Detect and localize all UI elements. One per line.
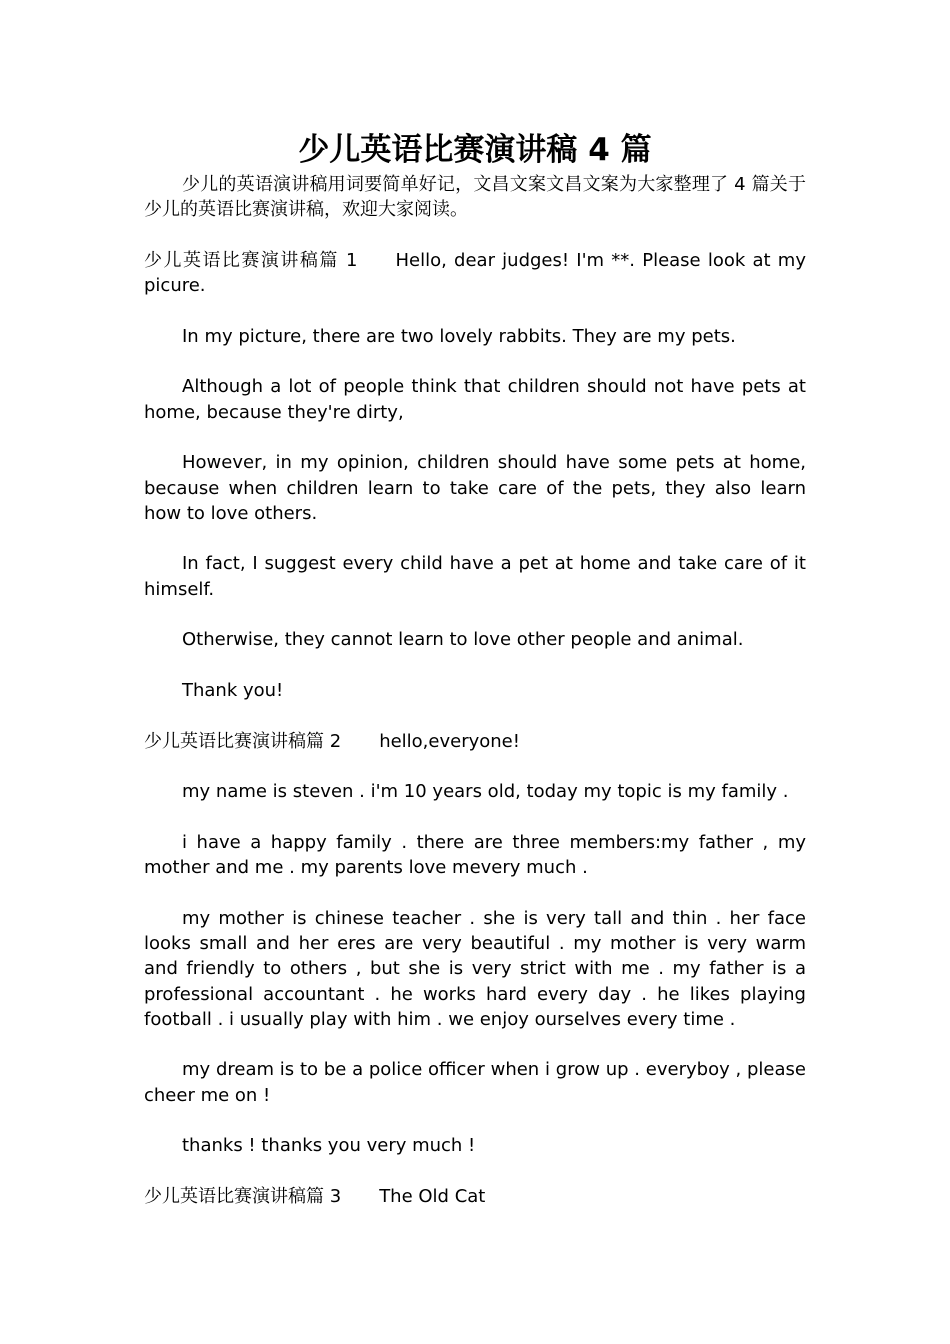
section-3-first-line: The Old Cat xyxy=(379,1185,486,1207)
section-1-label: 少儿英语比赛演讲稿篇 1 xyxy=(144,249,358,271)
section-2-paragraph: i have a happy family . there are three members:my father , my mother and me . my parents love mevery much . xyxy=(144,831,806,879)
section-2-paragraph: my name is steven . i'm 10 years old, today my topic is my family . xyxy=(182,781,789,803)
section-1-paragraph: Otherwise, they cannot learn to love other people and animal. xyxy=(182,629,744,651)
section-2-paragraph: thanks ! thanks you very much ! xyxy=(182,1135,476,1157)
intro-paragraph: 少儿的英语演讲稿用词要简单好记，文昌文案文昌文案为大家整理了 4 篇关于少儿的英语比赛演讲稿，欢迎大家阅读。 xyxy=(144,174,806,221)
section-1-paragraph: However, in my opinion, children should have some pets at home, because when children learn to take care of the pets, they also learn how to love others. xyxy=(144,452,806,524)
section-1-paragraph: In my picture, there are two lovely rabbits. They are my pets. xyxy=(182,325,736,347)
section-2-paragraph: my dream is to be a police officer when i grow up . everyboy , please cheer me on ! xyxy=(144,1059,806,1106)
section-1-heading-line xyxy=(144,248,806,299)
section-2-first-line: hello,everyone! xyxy=(379,730,520,752)
section-2-label: 少儿英语比赛演讲稿篇 2 xyxy=(144,730,342,752)
section-3-heading-line xyxy=(144,1184,806,1209)
document-page xyxy=(144,128,806,1209)
section-3-label: 少儿英语比赛演讲稿篇 3 xyxy=(144,1185,342,1207)
section-1-paragraph: Although a lot of people think that children should not have pets at home, because they're dirty, xyxy=(144,376,806,423)
document-title: 少儿英语比赛演讲稿 4 篇 xyxy=(298,132,652,168)
section-1-paragraph: In fact, I suggest every child have a pet at home and take care of it himself. xyxy=(144,553,806,600)
section-2-paragraph: my mother is chinese teacher . she is very tall and thin . her face looks small and her eres are very beautiful . my mother is very warm and friendly to others , but she is very strict with me . my father is a professional accountant . he works hard every day . he likes playing football . i usually play with him . we enjoy ourselves every time . xyxy=(144,907,806,1030)
section-1-first-line: Hello, dear judges! I'm **. Please look at my picure. xyxy=(144,249,806,297)
section-2-heading-line xyxy=(144,729,806,754)
section-1-paragraph: Thank you! xyxy=(182,679,284,701)
